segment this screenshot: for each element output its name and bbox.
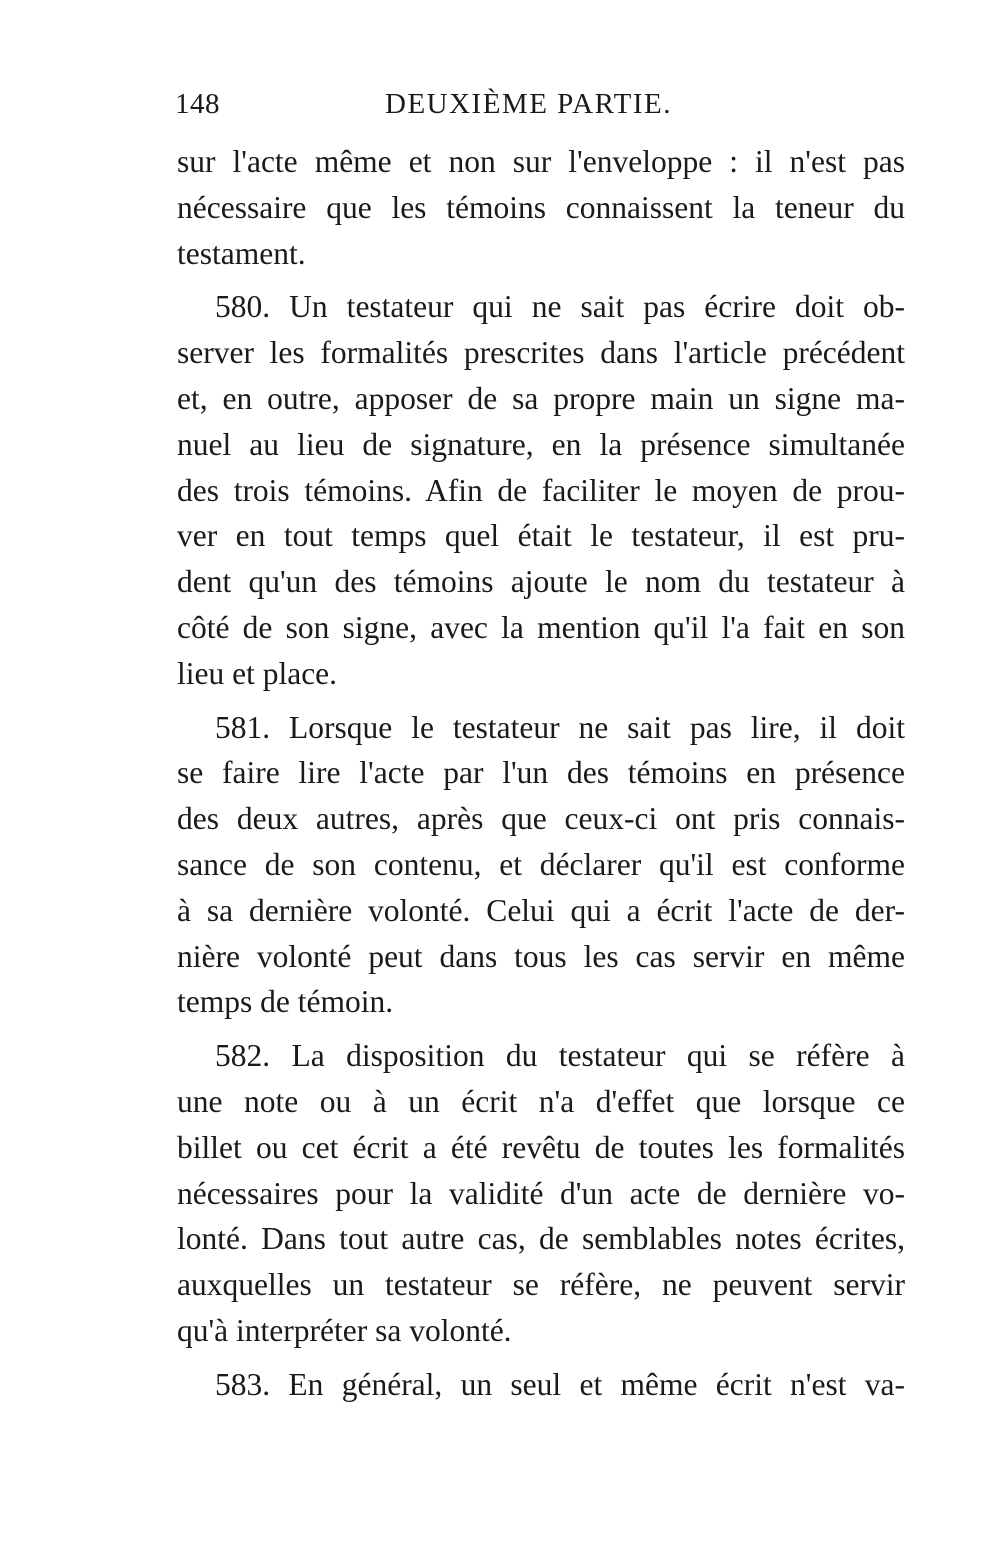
text-line: des deux autres, après que ceux-ci ont pris connais-	[177, 801, 905, 837]
text-line: server les formalités prescrites dans l'article précédent	[177, 335, 905, 371]
paragraph-gap	[177, 1025, 905, 1033]
page-number: 148	[175, 88, 220, 120]
text-line: temps de témoin.	[177, 984, 394, 1020]
paragraph-583-first-line: 583. En général, un seul et même écrit n'est va-	[215, 1366, 905, 1402]
text-line: sance de son contenu, et déclarer qu'il est conforme	[177, 846, 905, 882]
text-line: testament.	[177, 235, 306, 271]
text-line: lieu et place.	[177, 655, 338, 691]
text-line: nière volonté peut dans tous les cas servir en même	[177, 938, 905, 974]
paragraph-581-first-line: 581. Lorsque le testateur ne sait pas lire, il doit	[215, 709, 905, 745]
text-line: côté de son signe, avec la mention qu'il l'a fait en son	[177, 609, 905, 645]
paragraph-gap	[177, 276, 905, 284]
text-line: sur l'acte même et non sur l'enveloppe : il n'est pas	[177, 144, 905, 179]
text-line: auxquelles un testateur se réfère, ne peuvent servir	[177, 1267, 905, 1303]
text-line: ver en tout temps quel était le testateur, il est pru-	[177, 518, 905, 554]
paragraph-580-first-line: 580. Un testateur qui ne sait pas écrire doit ob-	[215, 289, 905, 325]
text-line: lonté. Dans tout autre cas, de semblables notes écrites,	[177, 1221, 905, 1257]
text-line: nécessaire que les témoins connaissent la teneur du	[177, 189, 905, 225]
paragraph-582-first-line: 582. La disposition du testateur qui se réfère à	[215, 1038, 905, 1074]
text-line: et, en outre, apposer de sa propre main un signe ma-	[177, 380, 905, 416]
paragraph-gap	[177, 1354, 905, 1362]
text-line: nécessaires pour la validité d'un acte de dernière vo-	[177, 1175, 905, 1211]
text-line: à sa dernière volonté. Celui qui a écrit l'acte de der-	[177, 892, 905, 928]
text-line: qu'à interpréter sa volonté.	[177, 1312, 512, 1348]
paragraph-gap	[177, 697, 905, 705]
page-header	[175, 88, 905, 128]
body-text	[177, 139, 905, 1408]
text-line: billet ou cet écrit a été revêtu de toutes les formalités	[177, 1129, 905, 1165]
text-line: dent qu'un des témoins ajoute le nom du testateur à	[177, 564, 905, 600]
text-line: nuel au lieu de signature, en la présence simultanée	[177, 426, 905, 462]
text-line: se faire lire l'acte par l'un des témoins en présence	[177, 755, 905, 791]
text-line: une note ou à un écrit n'a d'effet que lorsque ce	[177, 1083, 905, 1119]
running-head: DEUXIÈME PARTIE.	[385, 88, 673, 120]
text-line: des trois témoins. Afin de faciliter le moyen de prou-	[177, 472, 905, 508]
